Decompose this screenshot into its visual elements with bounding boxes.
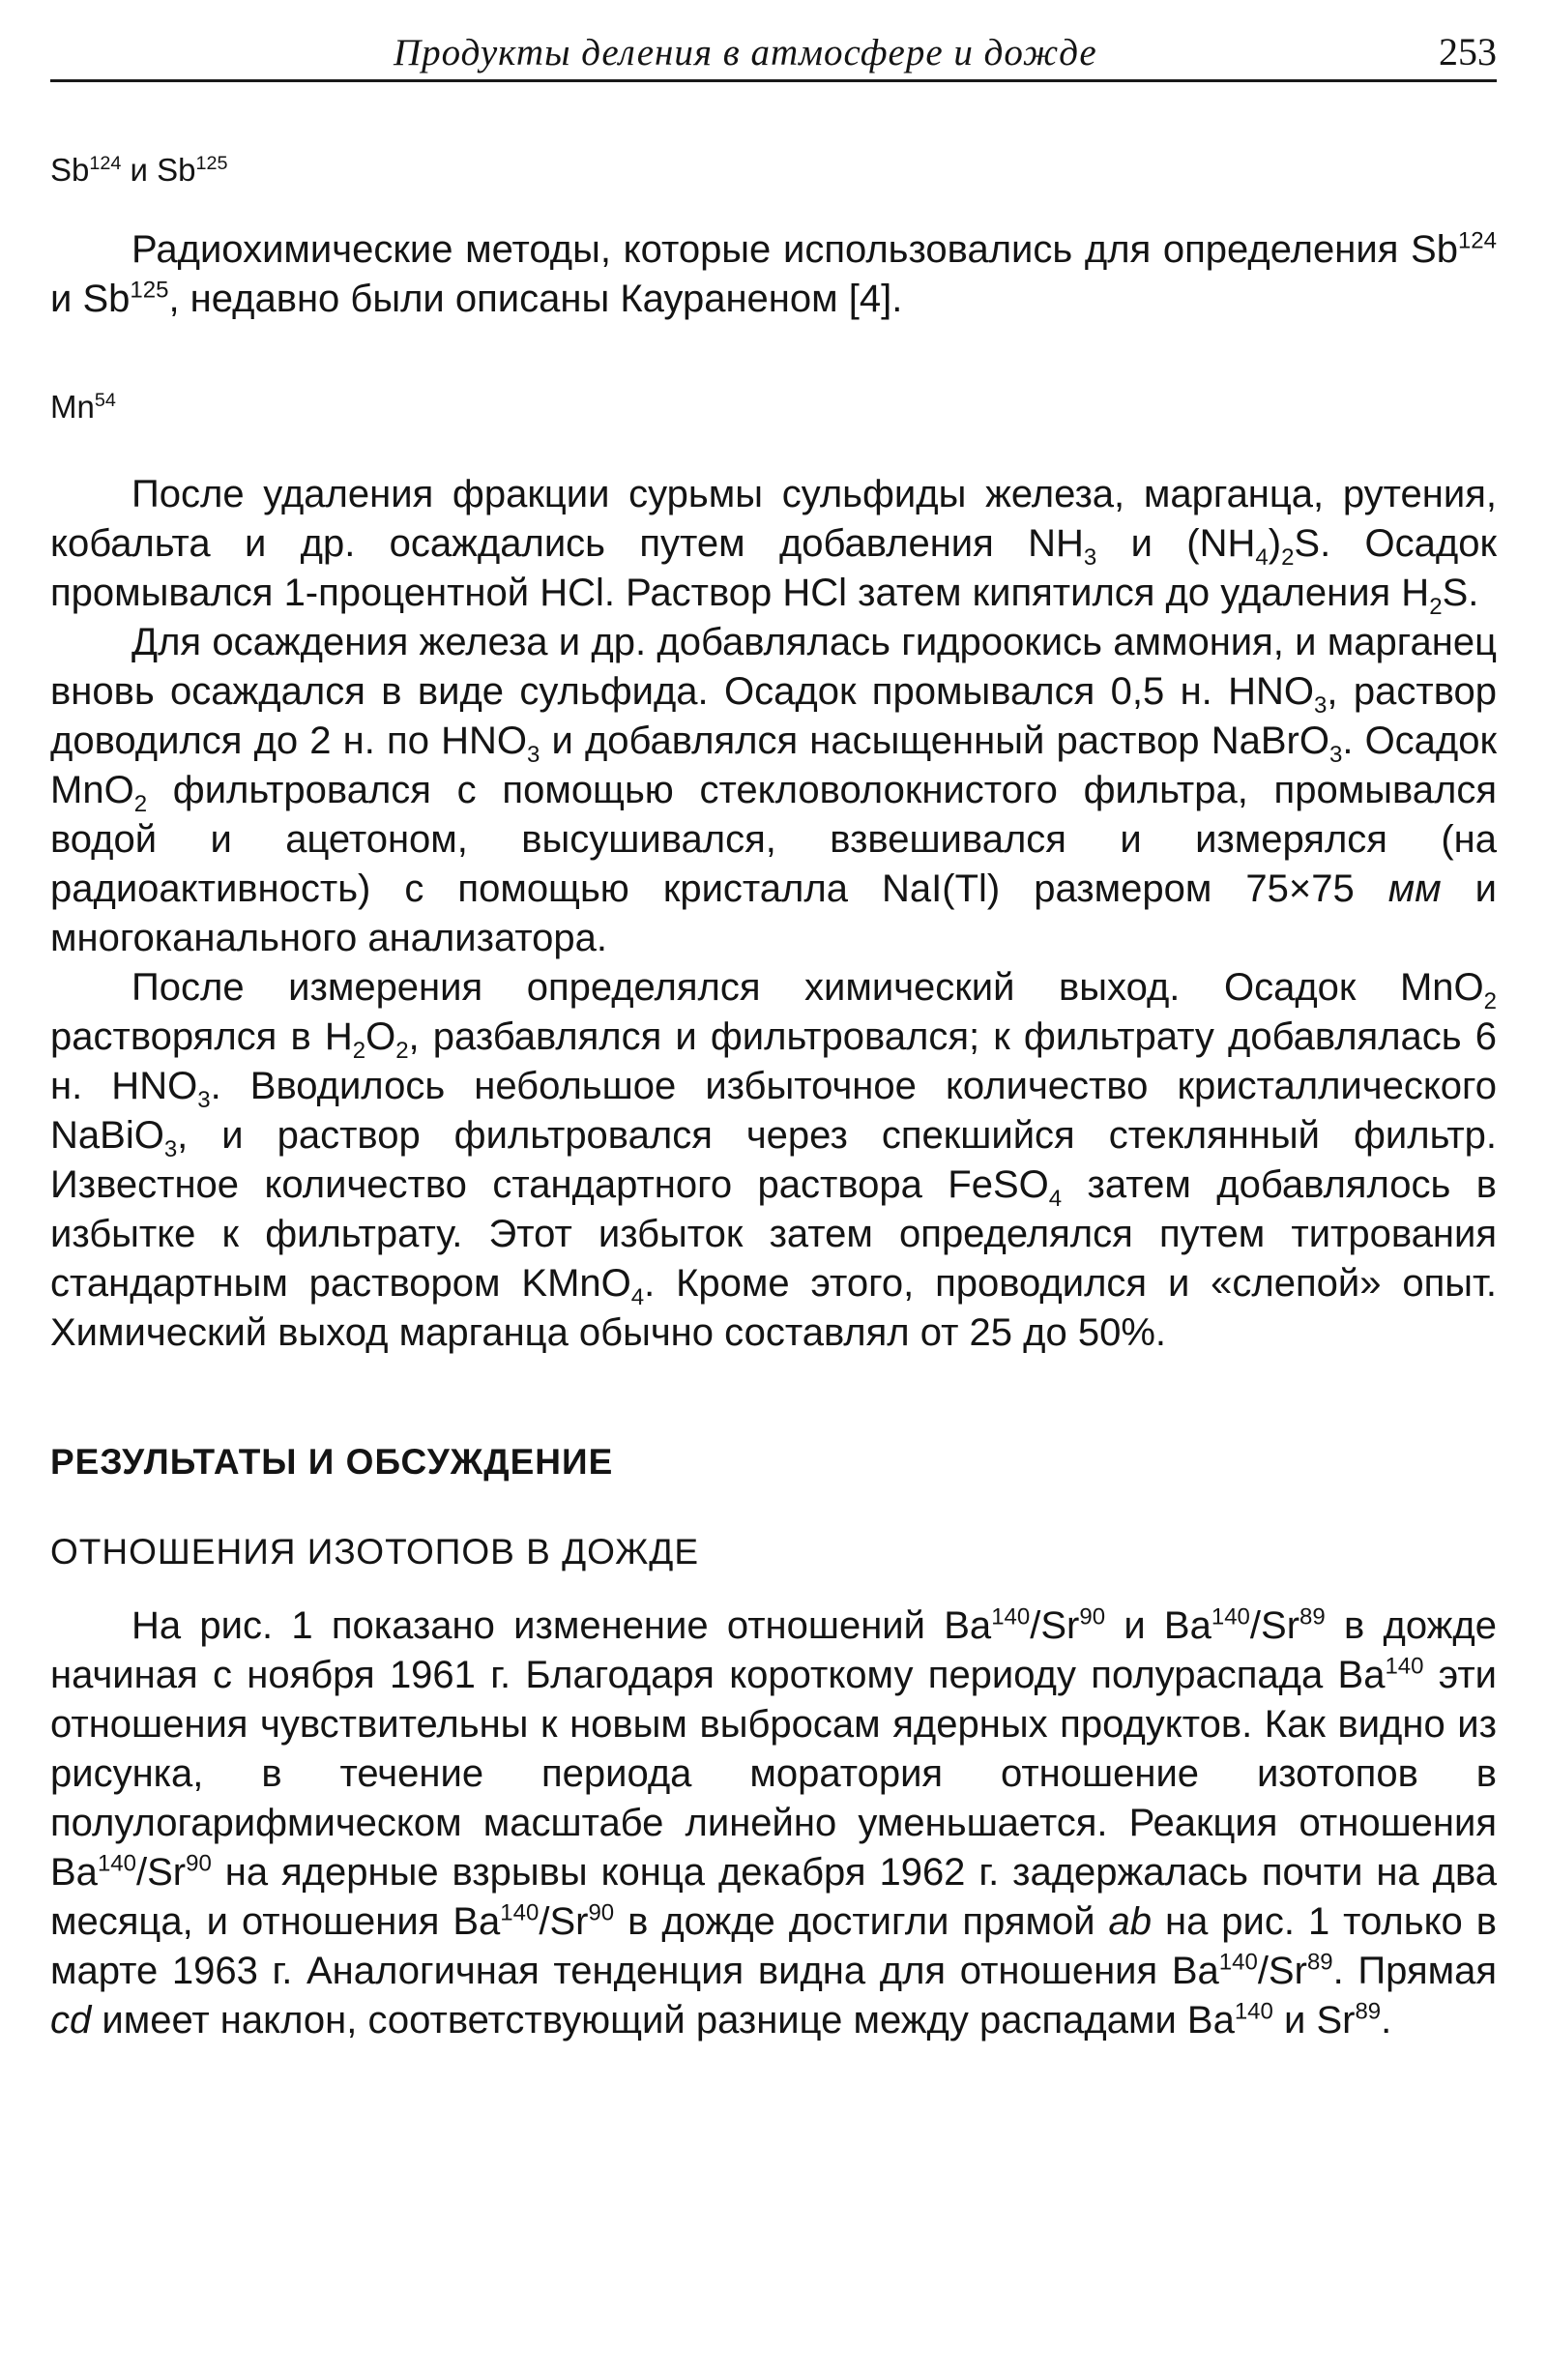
subscript: 2 — [352, 1038, 366, 1064]
text-run: и многоканального анализатора. — [50, 867, 1497, 959]
heading-text: Sb — [50, 152, 90, 188]
text-run: . — [1381, 1999, 1392, 2042]
text-run: . Осадок MnO — [50, 720, 1498, 811]
subscript: 4 — [630, 1284, 645, 1310]
mass-number: 54 — [94, 390, 116, 411]
subscript: 4 — [1048, 1186, 1063, 1212]
mass-number: 89 — [1299, 1603, 1326, 1631]
mass-number: 90 — [588, 1899, 615, 1926]
subscript: 3 — [197, 1087, 211, 1113]
heading-text: и — [121, 152, 158, 188]
subscript: 3 — [1083, 544, 1097, 571]
line-label: cd — [50, 1999, 92, 2042]
mass-number: 125 — [130, 277, 169, 304]
text-run: имеет наклон, соответствующий разнице между распадами Ba — [91, 1999, 1235, 2042]
unit-text: мм — [1387, 867, 1442, 910]
running-title: Продукты деления в атмосфере и дожде — [394, 32, 1097, 73]
mass-number: 89 — [1306, 1949, 1333, 1976]
subscript: 2 — [395, 1038, 409, 1064]
results-paragraph — [50, 1601, 1497, 2045]
subsection-title: ОТНОШЕНИЯ ИЗОТОПОВ В ДОЖДЕ — [50, 1532, 700, 1572]
text-run: и добавлялся насыщенный раствор NaBrO — [540, 720, 1329, 762]
sb-heading — [50, 145, 1497, 194]
subscript: 2 — [133, 791, 148, 817]
sb-paragraph — [50, 225, 1497, 324]
text-run: , раствор доводился до 2 н. по HNO — [50, 670, 1497, 762]
text-run: и (NH — [1096, 522, 1256, 565]
mn-paragraph-2 — [50, 618, 1497, 963]
text-run: , и раствор фильтровался через спекшийся стеклянный фильтр. Известное количество стандартного раствора FeSO — [50, 1114, 1497, 1206]
text-run: После удаления фракции сурьмы сульфиды железа, марганца, рутения, кобальта и др. осаждались путем добавления NH — [50, 473, 1497, 565]
subscript: 3 — [163, 1136, 178, 1162]
text-run: . Вводилось небольшое избыточное количество кристаллического NaBiO — [50, 1065, 1497, 1157]
text-run: /Sr — [1030, 1604, 1080, 1647]
mn-heading — [50, 382, 1497, 431]
text-run: и Sb — [50, 278, 131, 320]
mass-number: 124 — [89, 153, 122, 174]
text-run: На рис. 1 показано изменение отношений Ba — [131, 1604, 992, 1647]
mass-number: 124 — [1457, 227, 1497, 254]
text-run: . Прямая — [1332, 1950, 1498, 1992]
mass-number: 90 — [186, 1850, 212, 1877]
text-run: в дожде начиная с ноября 1961 г. Благодаря короткому периоду полураспада Ba — [50, 1604, 1497, 1696]
subscript: 3 — [526, 742, 540, 768]
text-run: растворялся в H — [50, 1015, 353, 1058]
subscript: 2 — [1483, 988, 1497, 1014]
text-run: . Кроме этого, проводился и «слепой» опыт. Химический выход марганца обычно составлял от 25 до 50%. — [50, 1262, 1497, 1354]
text-run: в дожде достигли прямой — [614, 1900, 1109, 1943]
subscript: 2 — [1281, 544, 1295, 571]
text-run: S. — [1442, 572, 1479, 614]
text-run: эти отношения чувствительны к новым выбросам ядерных продуктов. Как видно из рисунка, в течение периода моратория отношение изотопов в полулогарифмическом масштабе линейно уменьшается. Реакция отношения Ba — [50, 1654, 1497, 1894]
subscript: 3 — [1314, 692, 1328, 719]
text-run: После измерения определялся химический выход. Осадок MnO — [131, 966, 1484, 1009]
text-run: на рис. 1 только в марте 1963 г. Аналогичная тенденция видна для отношения Ba — [50, 1900, 1497, 1992]
mass-number: 89 — [1355, 1998, 1382, 2025]
line-label: ab — [1108, 1900, 1153, 1943]
text-run: , недавно были описаны Каураненом [4]. — [168, 278, 903, 320]
mass-number: 90 — [1079, 1603, 1106, 1631]
text-run: /Sr — [1249, 1604, 1300, 1647]
mass-number: 140 — [1218, 1949, 1258, 1976]
text-run: и Sr — [1272, 1999, 1356, 2042]
text-run: Для осаждения железа и др. добавлялась гидроокись аммония, и марганец вновь осаждался в виде сульфида. Осадок промывался 0,5 н. HNO — [50, 621, 1497, 713]
mn-paragraph-3 — [50, 963, 1497, 1358]
text-run: ) — [1268, 522, 1282, 565]
text-run: O — [365, 1015, 396, 1058]
text-run: /Sr — [1257, 1950, 1307, 1992]
subscript: 3 — [1328, 742, 1343, 768]
subscript: 2 — [1429, 594, 1443, 620]
mass-number: 140 — [1385, 1653, 1424, 1680]
mass-number: 140 — [1234, 1998, 1273, 2025]
subscript: 4 — [1255, 544, 1269, 571]
mass-number: 140 — [500, 1899, 540, 1926]
text-run: и Ba — [1105, 1604, 1211, 1647]
page-number: 253 — [1439, 30, 1497, 73]
text-run: Радиохимические методы, которые использовались для определения Sb — [131, 228, 1458, 271]
mass-number: 140 — [991, 1603, 1031, 1631]
mass-number: 140 — [97, 1850, 136, 1877]
text-run: /Sr — [135, 1851, 187, 1894]
text-run: затем добавлялось в избытке к фильтрату. Этот избыток затем определялся путем титрования стандартным раствором KMnO — [50, 1163, 1498, 1305]
mass-number: 140 — [1211, 1603, 1250, 1631]
text-run: , разбавлялся и фильтровался; к фильтрату добавлялась 6 н. HNO — [50, 1015, 1497, 1107]
page-body — [50, 145, 1497, 2045]
heading-text: Sb — [157, 152, 196, 188]
page-header — [50, 21, 1497, 82]
text-run: S. Осадок промывался 1-процентной HCl. Раствор HCl затем кипятился до удаления H — [50, 522, 1497, 614]
text-run: на ядерные взрывы конца декабря 1962 г. задержалась почти на два месяца, и отношения Ba — [50, 1851, 1497, 1943]
mass-number: 125 — [195, 153, 228, 174]
mn-paragraph-1 — [50, 470, 1497, 618]
text-run: /Sr — [539, 1900, 589, 1943]
heading-text: Mn — [50, 389, 95, 425]
section-title: РЕЗУЛЬТАТЫ И ОБСУЖДЕНИЕ — [50, 1442, 614, 1482]
text-run: фильтровался с помощью стекловолокнистого фильтра, промывался водой и ацетоном, высушивался, взвешивался и измерялся (на радиоактивность) с помощью кристалла NaI(Tl) размером 75×75 — [50, 769, 1497, 910]
